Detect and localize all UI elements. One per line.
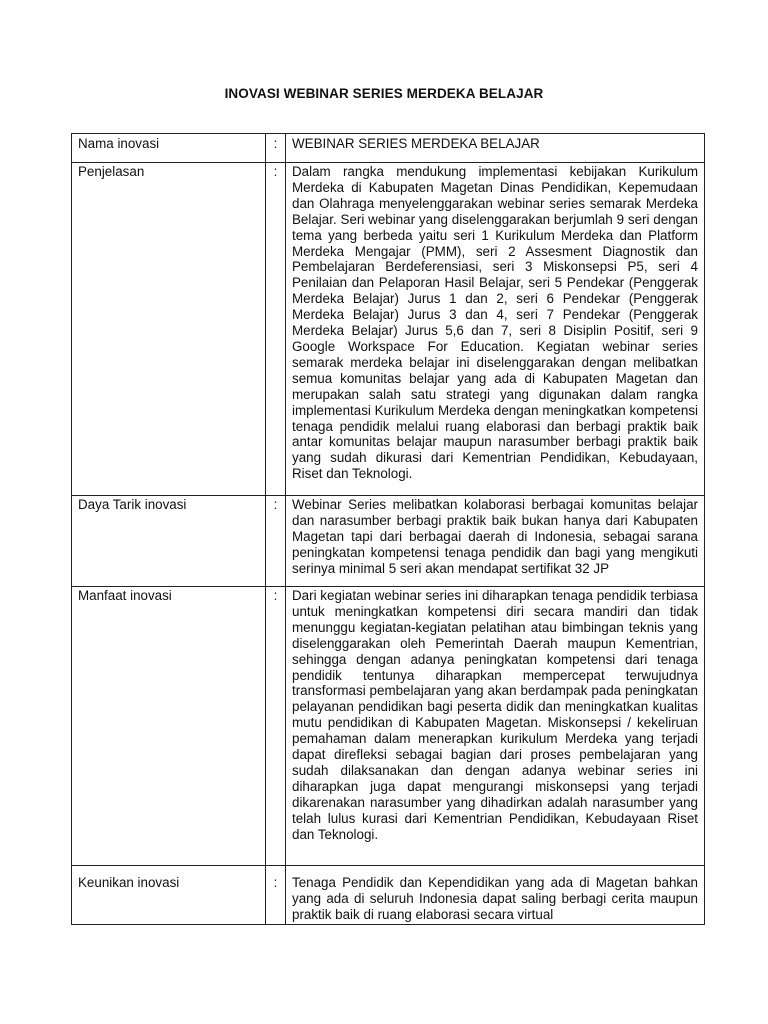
row-value: Dari kegiatan webinar series ini diharapkan tenaga pendidik terbiasa untuk meningkatkan kompetensi diri secara mandiri dan tidak menunggu kegiatan-kegiatan pelatihan atau bimbingan teknis yang diselenggarakan oleh Pemerintah Daerah maupun Kementrian, sehingga dengan adanya peningkatan kompetensi dari tenaga pendidik tentunya diharapkan mempercepat terwujudnya transformasi pembelajaran yang akan berdampak pada peningkatan pelayanan pendidikan bagi peserta didik dan meningkatkan kualitas mutu pendidikan di Kabupaten Magetan. Miskonsepsi / kekeliruan pemahaman dalam menerapkan kurikulum Merdeka yang terjadi dapat direfleksi sebagai bagian dari proses pembelajaran yang sudah dilaksanakan dan dengan adanya webinar series ini diharapkan juga dapat mengurangi miskonsepsi yang terjadi dikarenakan narasumber yang dihadirkan adalah narasumber yang telah lulus kurasi dari Kementrian Pendidikan, Kebudayaan Riset dan Teknologi. — [286, 587, 705, 866]
row-value: Tenaga Pendidik dan Kependidikan yang ada di Magetan bahkan yang ada di seluruh Indonesia dapat saling berbagi cerita maupun praktik baik di ruang elaborasi secara virtual — [286, 866, 705, 925]
innovation-table — [71, 133, 705, 925]
row-separator: : — [266, 134, 286, 163]
row-label: Daya Tarik inovasi — [72, 496, 266, 587]
row-value: WEBINAR SERIES MERDEKA BELAJAR — [286, 134, 705, 163]
row-label: Manfaat inovasi — [72, 587, 266, 866]
row-separator: : — [266, 163, 286, 496]
table-row-keunikan — [72, 866, 705, 925]
table-row-daya-tarik — [72, 496, 705, 587]
table-row-nama-inovasi — [72, 134, 705, 163]
row-separator: : — [266, 587, 286, 866]
row-value: Dalam rangka mendukung implementasi kebijakan Kurikulum Merdeka di Kabupaten Magetan Dinas Pendidikan, Kepemudaan dan Olahraga menyelenggarakan webinar series semarak Merdeka Belajar. Seri webinar yang diselenggarakan berjumlah 9 seri dengan tema yang berbeda yaitu seri 1 Kurikulum Merdeka dan Platform Merdeka Mengajar (PMM), seri 2 Assesment Diagnostik dan Pembelajaran Berdeferensiasi, seri 3 Miskonsepsi P5, seri 4 Penilaian dan Pelaporan Hasil Belajar, seri 5 Pendekar (Penggerak Merdeka Belajar) Jurus 1 dan 2, seri 6 Pendekar (Penggerak Merdeka Belajar) Jurus 3 dan 4, seri 7 Pendekar (Penggerak Merdeka Belajar) Jurus 5,6 dan 7, seri 8 Disiplin Positif, seri 9 Google Workspace For Education. Kegiatan webinar series semarak merdeka belajar ini diselenggarakan dengan melibatkan semua komunitas belajar yang ada di Kabupaten Magetan dan merupakan salah satu strategi yang digunakan dalam rangka implementasi Kurikulum Merdeka dengan meningkatkan kompetensi tenaga pendidik melalui ruang elaborasi dan berbagi praktik baik antar komunitas belajar maupun narasumber berbagi praktik baik yang sudah dikurasi dari Kementrian Pendidikan, Kebudayaan, Riset dan Teknologi. — [286, 163, 705, 496]
row-label: Keunikan inovasi — [72, 866, 266, 925]
row-separator: : — [266, 496, 286, 587]
document-title: INOVASI WEBINAR SERIES MERDEKA BELAJAR — [224, 86, 544, 101]
row-label: Nama inovasi — [72, 134, 266, 163]
table-row-manfaat — [72, 587, 705, 866]
table-row-penjelasan — [72, 163, 705, 496]
row-label: Penjelasan — [72, 163, 266, 496]
row-separator: : — [266, 866, 286, 925]
row-value: Webinar Series melibatkan kolaborasi berbagai komunitas belajar dan narasumber berbagi praktik baik bukan hanya dari Kabupaten Magetan tapi dari berbagai daerah di Indonesia, sebagai sarana peningkatan kompetensi tenaga pendidik dan bagi yang mengikuti serinya minimal 5 seri akan mendapat sertifikat 32 JP — [286, 496, 705, 587]
